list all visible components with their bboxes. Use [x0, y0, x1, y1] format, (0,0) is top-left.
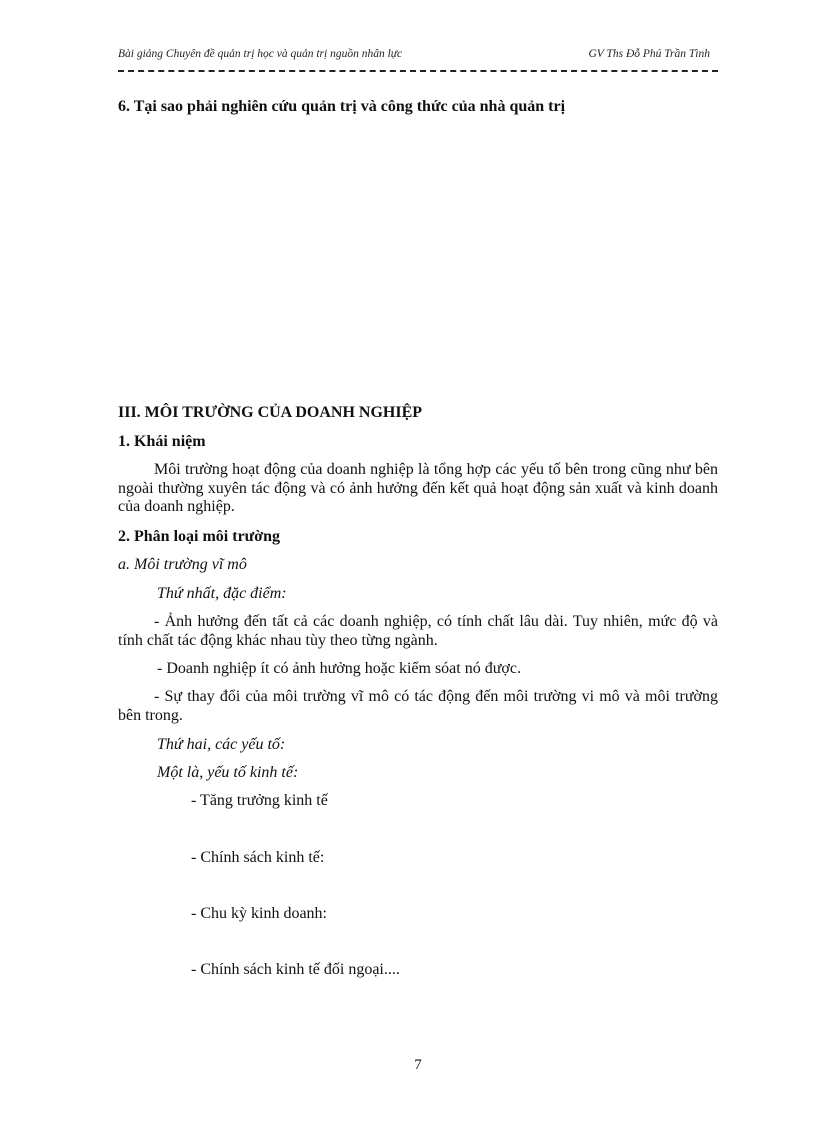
second-point-label: Thứ hai, các yếu tố: [157, 736, 286, 753]
characteristic-bullet-2: - Doanh nghiệp ít có ảnh hưởng hoặc kiểm sóat nó được. [157, 660, 521, 677]
subsection-2-heading: 2. Phân loại môi trường [118, 528, 281, 545]
first-point-label: Thứ nhất, đặc điểm: [157, 585, 287, 602]
section-6-heading: 6. Tại sao phải nghiên cứu quản trị và công thức của nhà quản trị [118, 98, 566, 115]
header-divider [118, 70, 718, 72]
econ-item: - Chính sách kinh tế đối ngoại.... [191, 961, 400, 978]
characteristic-bullet-1: - Ảnh hưởng đến tất cả các doanh nghiệp, có tính chất lâu dài. Tuy nhiên, mức độ và tính chất tác động khác nhau tùy theo từng ngành. [118, 613, 718, 649]
characteristic-bullet-3: - Sự thay đổi của môi trường vĩ mô có tác động đến môi trường vi mô và môi trường bên trong. [118, 688, 718, 724]
definition-paragraph: Môi trường hoạt động của doanh nghiệp là tổng hợp các yếu tố bên trong cũng như bên ngoài thường xuyên tác động và có ảnh hưởng đến kết quả hoạt động sản xuất và kinh doanh của doanh nghiệp. [118, 461, 718, 515]
section-3-heading: III. MÔI TRƯỜNG CỦA DOANH NGHIỆP [118, 404, 423, 421]
header-course-title: Bài giảng Chuyên đề quản trị học và quản trị nguồn nhân lực [118, 48, 403, 60]
page-header [118, 48, 718, 66]
econ-item: - Tăng trưởng kinh tế [191, 792, 328, 809]
header-lecturer: GV Ths Đỗ Phú Trần Tình [588, 48, 710, 60]
page-number: 7 [414, 1057, 422, 1073]
macro-environment-heading: a. Môi trường vĩ mô [118, 556, 247, 573]
econ-item: - Chu kỳ kinh doanh: [191, 905, 327, 922]
subsection-1-heading: 1. Khái niệm [118, 433, 206, 450]
econ-item: - Chính sách kinh tế: [191, 849, 325, 866]
economic-factor-label: Một là, yếu tố kinh tế: [157, 764, 299, 781]
